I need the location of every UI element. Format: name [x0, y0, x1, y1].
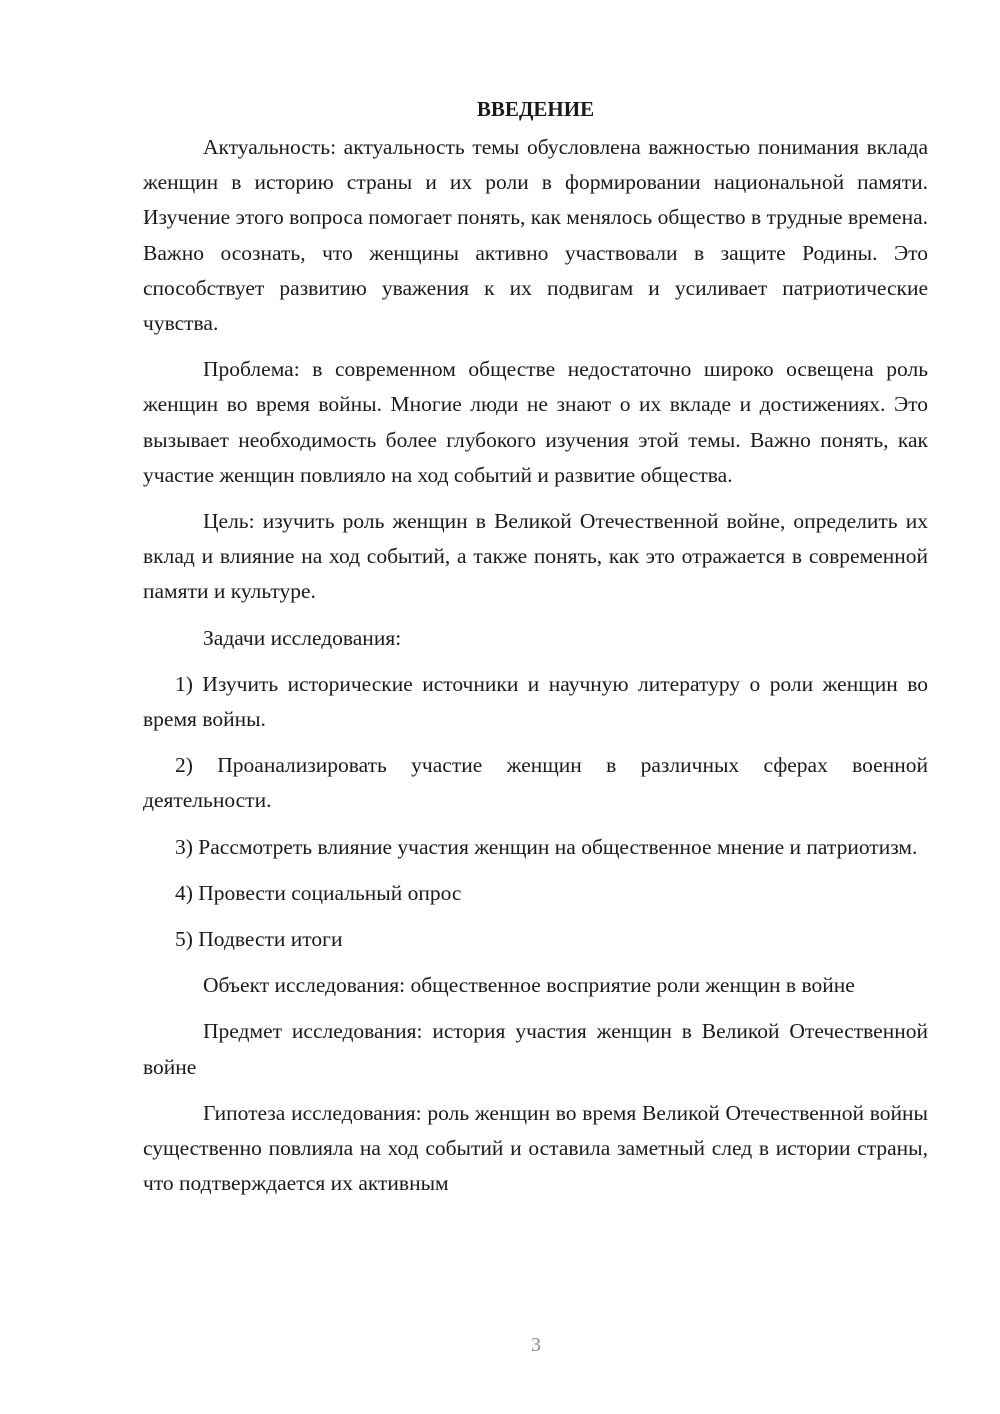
goal-paragraph: Цель: изучить роль женщин в Великой Отечественной войне, определить их вклад и влияние на ход событий, а также понять, как это отражается в современной памяти и культуре.	[143, 509, 928, 604]
task-item-4: 4) Провести социальный опрос	[175, 880, 462, 905]
relevance-paragraph: Актуальность: актуальность темы обусловлена важностью понимания вклада женщин в историю страны и их роли в формировании национальной памяти. Изучение этого вопроса помогает понять, как менялось общество в трудные времена. Важно осознать, что женщины активно участвовали в защите Родины. Это способствует развитию уважения к их подвигам и усиливает патриотические чувства.	[143, 135, 928, 336]
object-paragraph: Объект исследования: общественное восприятие роли женщин в войне	[203, 973, 855, 998]
page-title: ВВЕДЕНИЕ	[476, 97, 595, 121]
document-page	[143, 92, 928, 1212]
hypothesis-paragraph: Гипотеза исследования: роль женщин во время Великой Отечественной войны существенно повлияла на ход событий и оставила заметный след в истории страны, что подтверждается их активным	[143, 1100, 928, 1196]
task-item-3: 3) Рассмотреть влияние участия женщин на общественное мнение и патриотизм.	[175, 834, 918, 859]
problem-paragraph: Проблема: в современном обществе недостаточно широко освещена роль женщин во время войны. Многие люди не знают о их вкладе и достижениях. Это вызывает необходимость более глубокого изучения этой темы. Важно понять, как участие женщин повлияло на ход событий и развитие общества.	[143, 357, 928, 487]
task-item-2: 2) Проанализировать участие женщин в различных сферах военной деятельности.	[143, 753, 928, 813]
task-item-1: 1) Изучить исторические источники и научную литературу о роли женщин во время войны.	[143, 671, 928, 732]
subject-paragraph: Предмет исследования: история участия женщин в Великой Отечественной войне	[143, 1019, 928, 1079]
task-item-5: 5) Подвести итоги	[175, 927, 343, 952]
tasks-heading: Задачи исследования:	[203, 625, 402, 650]
page-number: 3	[531, 1334, 541, 1356]
